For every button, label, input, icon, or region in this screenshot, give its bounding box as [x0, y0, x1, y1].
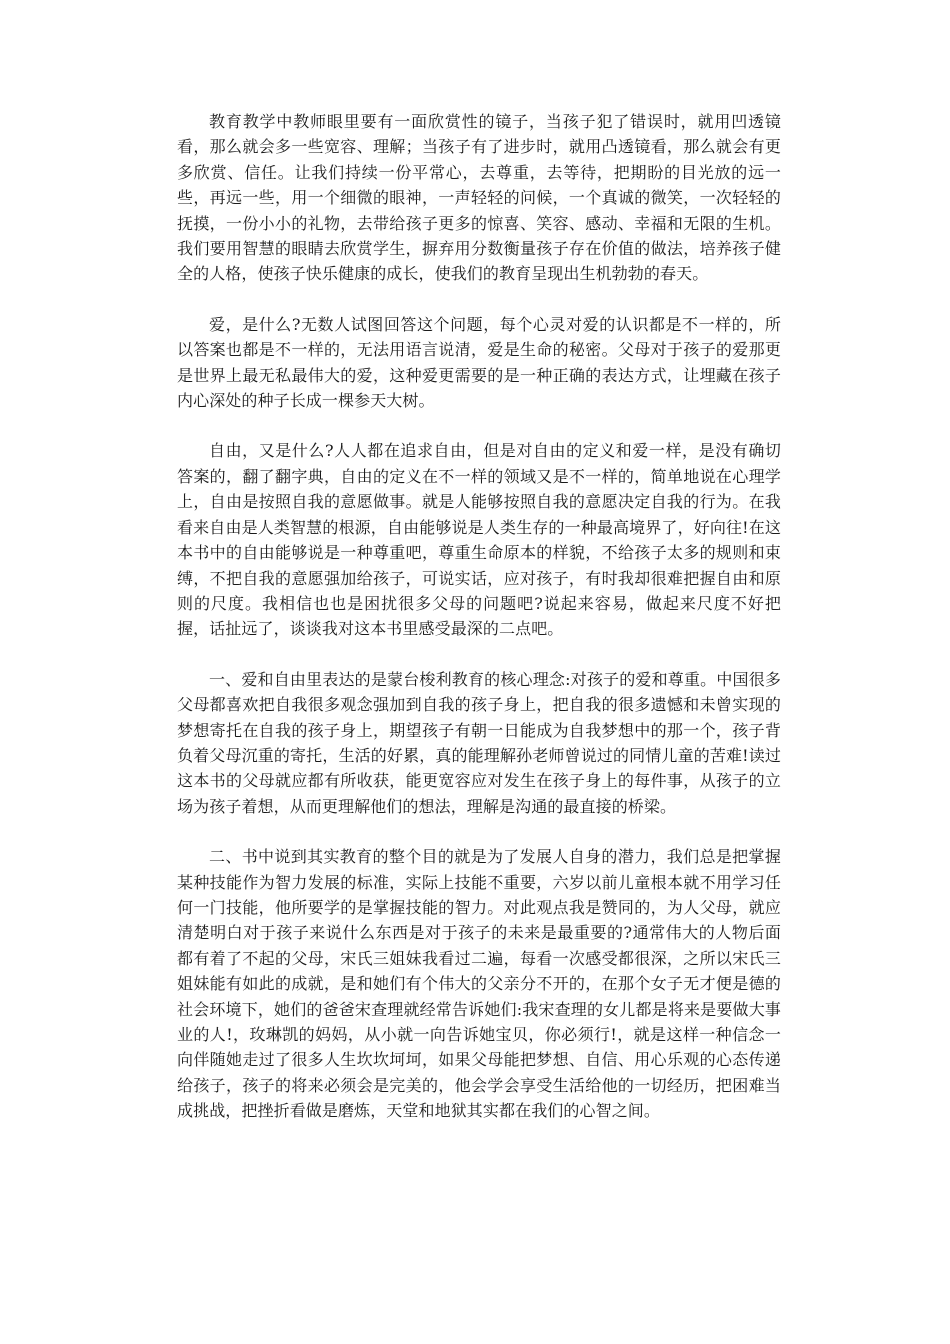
paragraph-1: 教育教学中教师眼里要有一面欣赏性的镜子，当孩子犯了错误时，就用凹透镜看，那么就会多一些宽容、理解；当孩子有了进步时，就用凸透镜看，那么就会有更多欣赏、信任。让我们持续一份平常心，去尊重，去等待，把期盼的目光放的远一些，再远一些，用一个细微的眼神，一声轻轻的问候，一个真诚的微笑，一次轻轻的抚摸，一份小小的礼物，去带给孩子更多的惊喜、笑容、感动、幸福和无限的生机。我们要用智慧的眼睛去欣赏学生，摒弃用分数衡量孩子存在价值的做法，培养孩子健全的人格，使孩子快乐健康的成长，使我们的教育呈现出生机勃勃的春天。	[177, 112, 781, 284]
paragraph-5: 二、书中说到其实教育的整个目的就是为了发展人自身的潜力，我们总是把掌握某种技能作为智力发展的标准，实际上技能不重要，六岁以前儿童根本就不用学习任何一门技能，他所要学的是掌握技能的智力。对此观点我是赞同的，为人父母，就应清楚明白对于孩子来说什么东西是对于孩子的未来是最重要的?通常伟大的人物后面都有着了不起的父母，宋氏三姐妹我看过二遍，每看一次感受都很深，之所以宋氏三姐妹能有如此的成就，是和她们有个伟大的父亲分不开的，在那个女子无才便是德的社会环境下，她们的爸爸宋查理就经常告诉她们:我宋查理的女儿都是将来是要做大事业的人!，玫琳凯的妈妈，从小就一向告诉她宝贝，你必须行!，就是这样一种信念一向伴随她走过了很多人生坎坎坷坷，如果父母能把梦想、自信、用心乐观的心态传递给孩子，孩子的将来必须会是完美的，他会学会享受生活给他的一切经历，把困难当成挑战，把挫折看做是磨炼，天堂和地狱其实都在我们的心智之间。	[177, 847, 781, 1121]
document-body	[177, 109, 781, 1149]
paragraph-4: 一、爱和自由里表达的是蒙台梭利教育的核心理念:对孩子的爱和尊重。中国很多父母都喜欢把自我很多观念强加到自我的孩子身上，把自我的很多遗憾和未曾实现的梦想寄托在自我的孩子身上，期望孩子有朝一日能成为自我梦想中的那一个，孩子背负着父母沉重的寄托，生活的好累，真的能理解孙老师曾说过的同情儿童的苦难!读过这本书的父母就应都有所收获，能更宽容应对发生在孩子身上的每件事，从孩子的立场为孩子着想，从而更理解他们的想法，理解是沟通的最直接的桥梁。	[177, 669, 781, 816]
paragraph-3: 自由，又是什么?人人都在追求自由，但是对自由的定义和爱一样，是没有确切答案的，翻了翻字典，自由的定义在不一样的领域又是不一样的，简单地说在心理学上，自由是按照自我的意愿做事。就是人能够按照自我的意愿决定自我的行为。在我看来自由是人类智慧的根源，自由能够说是人类生存的一种最高境界了，好向往!在这本书中的自由能够说是一种尊重吧，尊重生命原本的样貌，不给孩子太多的规则和束缚，不把自我的意愿强加给孩子，可说实话，应对孩子，有时我却很难把握自由和原则的尺度。我相信也也是困扰很多父母的问题吧?说起来容易，做起来尺度不好把握，话扯远了，谈谈我对这本书里感受最深的二点吧。	[177, 441, 781, 639]
paragraph-2: 爱，是什么?无数人试图回答这个问题，每个心灵对爱的认识都是不一样的，所以答案也都是不一样的，无法用语言说清，爱是生命的秘密。父母对于孩子的爱那更是世界上最无私最伟大的爱，这种爱更需要的是一种正确的表达方式，让埋藏在孩子内心深处的种子长成一棵参天大树。	[177, 314, 781, 411]
